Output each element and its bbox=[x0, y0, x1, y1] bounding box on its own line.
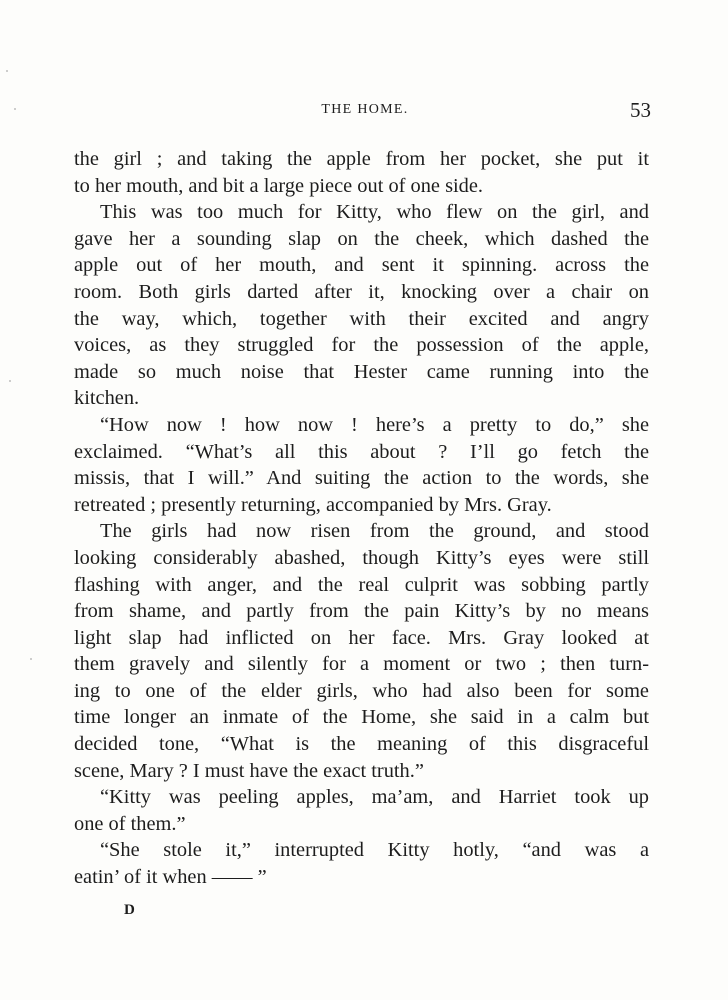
scan-speck bbox=[14, 108, 16, 110]
text-line: apple out of her mouth, and sent it spinning. across the bbox=[74, 254, 649, 277]
body-text bbox=[74, 146, 649, 891]
text-line: scene, Mary ? I must have the exact truth.” bbox=[74, 759, 424, 782]
paragraph bbox=[74, 784, 649, 837]
paragraph bbox=[74, 412, 649, 518]
text-line: “How now ! how now ! here’s a pretty to do,” she bbox=[100, 413, 649, 436]
text-line: This was too much for Kitty, who flew on the girl, and bbox=[100, 201, 649, 224]
text-line: one of them.” bbox=[74, 812, 186, 835]
paragraph bbox=[74, 146, 649, 199]
text-line: “She stole it,” interrupted Kitty hotly, “and was a bbox=[100, 839, 649, 862]
text-line: time longer an inmate of the Home, she said in a calm but bbox=[74, 706, 649, 729]
scan-speck bbox=[6, 70, 8, 72]
text-line: eatin’ of it when —— ” bbox=[74, 866, 267, 889]
running-head bbox=[0, 98, 728, 122]
text-line: made so much noise that Hester came running into the bbox=[74, 360, 649, 383]
paragraph bbox=[74, 518, 649, 784]
text-line: voices, as they struggled for the possession of the apple, bbox=[74, 334, 649, 357]
text-line: room. Both girls darted after it, knocking over a chair on bbox=[74, 280, 649, 303]
text-line: kitchen. bbox=[74, 387, 140, 410]
text-line: the girl ; and taking the apple from her pocket, she put it bbox=[74, 148, 649, 170]
text-line: retreated ; presently returning, accompanied by Mrs. Gray. bbox=[74, 493, 552, 516]
signature-mark: D bbox=[124, 902, 136, 918]
text-line: looking considerably abashed, though Kitty’s eyes were still bbox=[74, 546, 649, 569]
text-line: gave her a sounding slap on the cheek, which dashed the bbox=[74, 227, 649, 250]
text-line: exclaimed. “What’s all this about ? I’ll go fetch the bbox=[74, 440, 649, 463]
text-line: light slap had inflicted on her face. Mrs. Gray looked at bbox=[74, 626, 649, 649]
text-line: flashing with anger, and the real culprit was sobbing partly bbox=[74, 573, 649, 596]
text-line: to her mouth, and bit a large piece out of one side. bbox=[74, 174, 484, 197]
text-line: ing to one of the elder girls, who had also been for some bbox=[74, 679, 649, 702]
text-line: the way, which, together with their excited and angry bbox=[74, 307, 649, 330]
text-line: The girls had now risen from the ground, and stood bbox=[100, 520, 649, 543]
page-number: 53 bbox=[630, 98, 651, 122]
paragraph bbox=[74, 199, 649, 412]
running-title: THE HOME. bbox=[321, 102, 409, 117]
scan-speck bbox=[30, 658, 32, 660]
text-line: decided tone, “What is the meaning of this disgraceful bbox=[74, 733, 649, 756]
text-line: from shame, and partly from the pain Kitty’s by no means bbox=[74, 600, 649, 623]
text-line: them gravely and silently for a moment or two ; then turn- bbox=[74, 653, 649, 676]
paragraph bbox=[74, 837, 649, 890]
text-line: missis, that I will.” And suiting the action to the words, she bbox=[74, 467, 649, 490]
scan-speck bbox=[9, 380, 11, 382]
text-line: “Kitty was peeling apples, ma’am, and Harriet took up bbox=[100, 786, 649, 809]
